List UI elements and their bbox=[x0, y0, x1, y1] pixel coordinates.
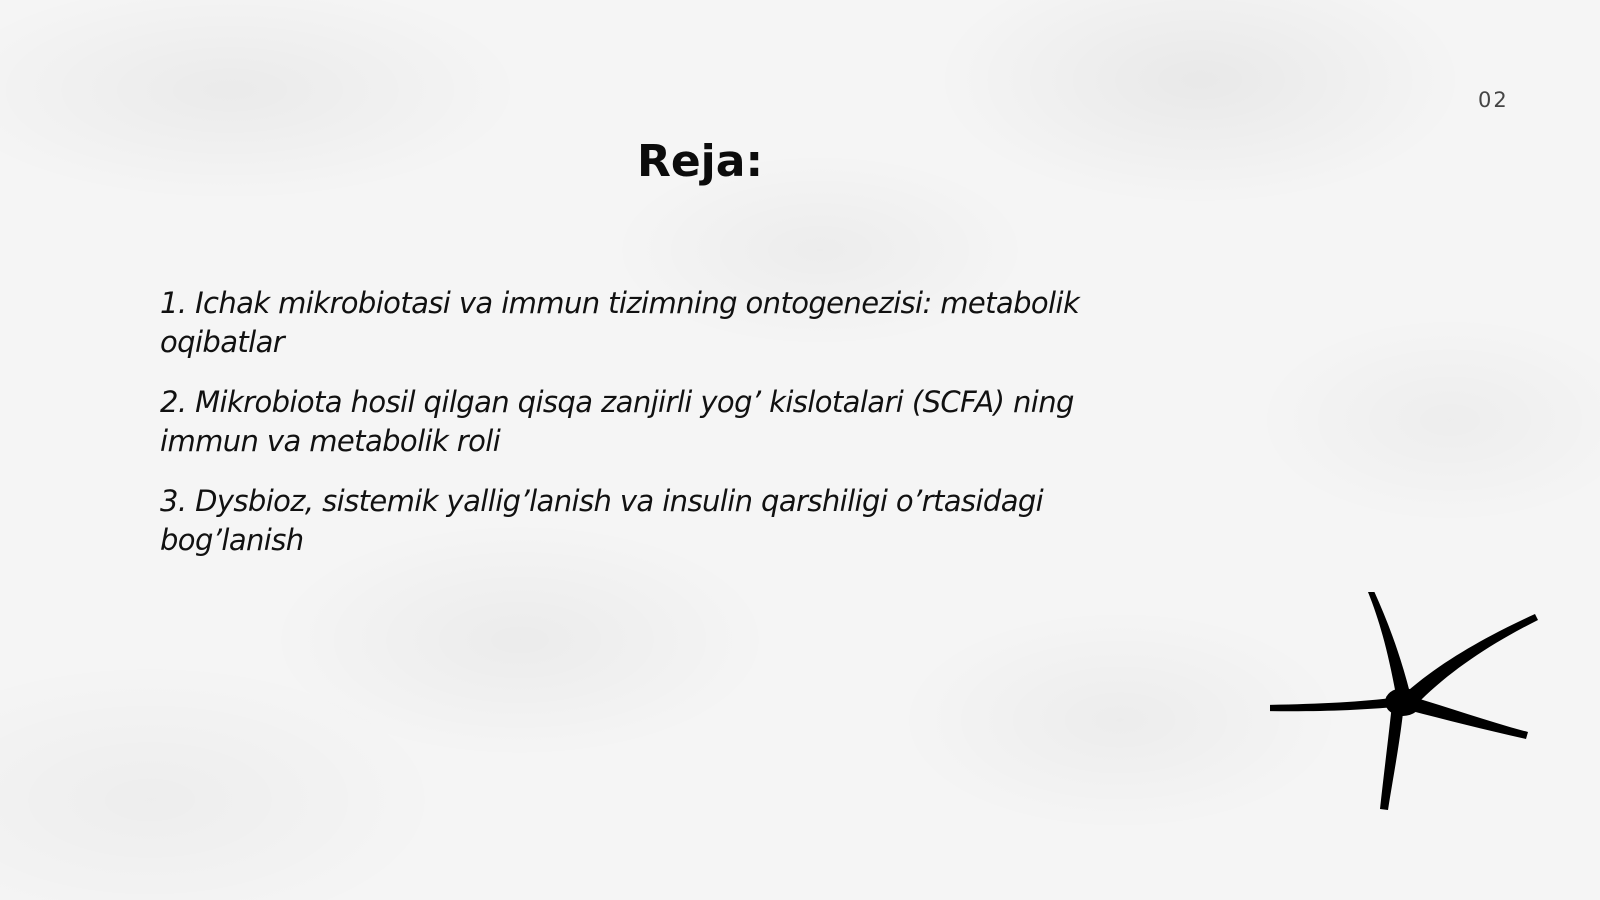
page-number: 02 bbox=[1478, 88, 1509, 112]
slide-title: Reja: bbox=[636, 136, 764, 187]
plan-item: 2. Mikrobiota hosil qilgan qisqa zanjirli yog’ kislotalari (SCFA) ning immun va metabolik roli bbox=[160, 385, 1074, 458]
plan-item: 1. Ichak mikrobiotasi va immun tizimning ontogenezisi: metabolik oqibatlar bbox=[160, 286, 1080, 359]
plan-list bbox=[160, 284, 1170, 581]
plan-item: 3. Dysbioz, sistemik yallig’lanish va insulin qarshiligi o’rtasidagi bog’lanish bbox=[160, 484, 1044, 557]
four-point-star-icon bbox=[1270, 592, 1540, 822]
